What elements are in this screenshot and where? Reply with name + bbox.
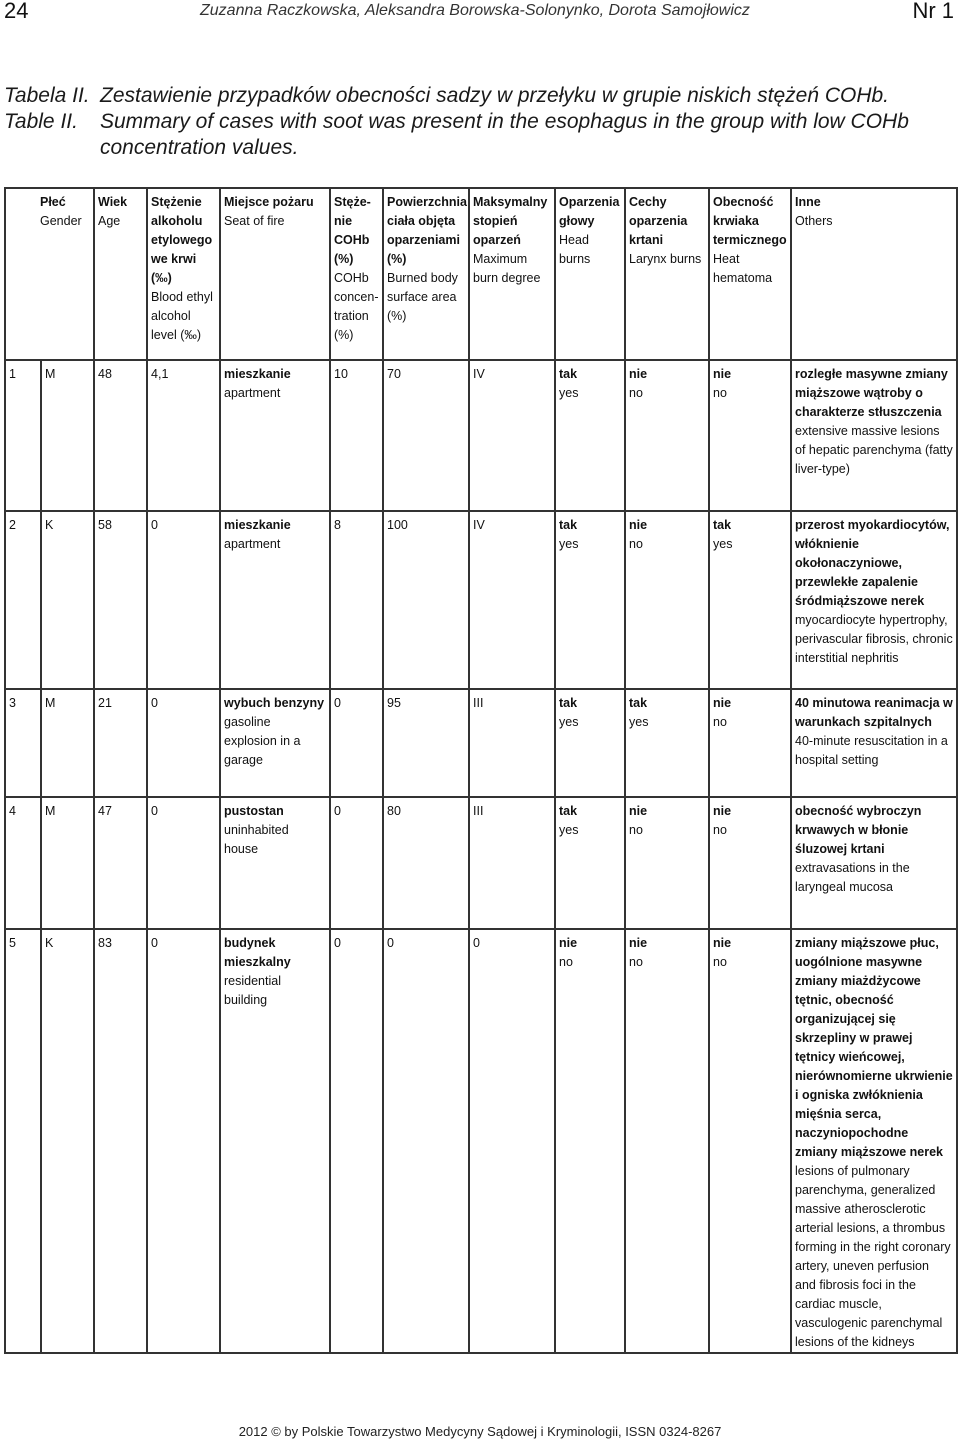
cell-pl: tak xyxy=(559,804,578,818)
cell-age: 47 xyxy=(94,797,147,929)
cell-en: yes xyxy=(559,386,579,400)
cell-pl: rozległe masywne zmiany miąższowe wątroby o charakterze stłuszczenia xyxy=(795,367,948,419)
cell-en: no xyxy=(629,386,643,400)
cell-seat xyxy=(220,689,330,797)
col-header-surface xyxy=(383,188,469,360)
cell-pl: nie xyxy=(713,367,732,381)
cell-larynx xyxy=(625,360,709,511)
header-pl: Obecność krwiaka termicznego xyxy=(713,195,787,247)
header-en: Heat hematoma xyxy=(713,252,773,285)
cell-pl: obecność wybroczyn krwawych w błonie śluzowej krtani xyxy=(795,804,922,856)
cell-seat xyxy=(220,511,330,689)
cell-hematoma xyxy=(709,689,791,797)
cell-no: 1 xyxy=(5,360,41,511)
header-en: Age xyxy=(98,214,121,228)
cell-gender: M xyxy=(41,797,94,929)
col-header-others xyxy=(791,188,957,360)
cell-age: 58 xyxy=(94,511,147,689)
cell-en: extravasations in the laryngeal mucosa xyxy=(795,861,910,894)
header-en: Larynx burns xyxy=(629,252,702,266)
header-en: Seat of fire xyxy=(224,214,285,228)
caption-en-text: Summary of cases with soot was present in the esophagus in the group with low COHb xyxy=(100,110,909,133)
cell-age: 83 xyxy=(94,929,147,1353)
cases-table xyxy=(4,187,958,1354)
cell-head xyxy=(555,511,625,689)
cell-degree: 0 xyxy=(469,929,555,1353)
table-row xyxy=(5,929,957,1353)
cell-pl: 40 minutowa reanimacja w warunkach szpitalnych xyxy=(795,696,953,729)
col-header-head xyxy=(555,188,625,360)
header-en: Others xyxy=(795,214,833,228)
cell-cohb: 0 xyxy=(330,689,383,797)
cell-head xyxy=(555,929,625,1353)
cell-en: apartment xyxy=(224,537,281,551)
cell-head xyxy=(555,360,625,511)
cell-pl: tak xyxy=(629,696,648,710)
cell-head xyxy=(555,797,625,929)
cell-en: residential building xyxy=(224,974,281,1007)
cell-pl: nie xyxy=(629,804,648,818)
table-row xyxy=(5,511,957,689)
col-header-age xyxy=(94,188,147,360)
footer-copyright: 2012 © by Polskie Towarzystwo Medycyny Sądowej i Kryminologii, ISSN 0324-8267 xyxy=(238,1424,722,1439)
header-row xyxy=(5,188,957,360)
cell-no: 3 xyxy=(5,689,41,797)
header-pl: Inne xyxy=(795,195,821,209)
cell-cohb: 0 xyxy=(330,929,383,1353)
cell-no: 2 xyxy=(5,511,41,689)
cell-age: 48 xyxy=(94,360,147,511)
cell-degree: IV xyxy=(469,360,555,511)
cell-cohb: 8 xyxy=(330,511,383,689)
cell-surface: 80 xyxy=(383,797,469,929)
cell-en: yes xyxy=(559,715,579,729)
col-header-degree xyxy=(469,188,555,360)
cell-en: no xyxy=(629,823,643,837)
cell-seat xyxy=(220,797,330,929)
cell-en: extensive massive lesions of hepatic parenchyma (fatty liver-type) xyxy=(795,424,953,476)
header-en: Burned body surface area (%) xyxy=(387,271,458,323)
cell-larynx xyxy=(625,929,709,1353)
cell-cohb: 0 xyxy=(330,797,383,929)
cell-alcohol: 4,1 xyxy=(147,360,220,511)
cell-pl: nie xyxy=(629,518,648,532)
cell-pl: tak xyxy=(559,518,578,532)
cell-alcohol: 0 xyxy=(147,511,220,689)
cell-en: no xyxy=(713,955,727,969)
cell-gender: M xyxy=(41,360,94,511)
cell-others xyxy=(791,511,957,689)
col-header-gender xyxy=(5,188,94,360)
cell-no: 4 xyxy=(5,797,41,929)
caption-en-label: Table II. xyxy=(4,110,78,133)
col-header-seat xyxy=(220,188,330,360)
cell-pl: nie xyxy=(713,804,732,818)
cell-pl: pustostan xyxy=(224,804,284,818)
header-pl: Cechy oparzenia krtani xyxy=(629,195,688,247)
cell-en: yes xyxy=(713,537,733,551)
cell-en: no xyxy=(629,537,643,551)
cell-alcohol: 0 xyxy=(147,689,220,797)
cell-en: yes xyxy=(559,823,579,837)
col-header-cohb xyxy=(330,188,383,360)
cell-en: apartment xyxy=(224,386,281,400)
cell-pl: tak xyxy=(559,696,578,710)
cell-pl: nie xyxy=(713,936,732,950)
cell-pl: budynek mieszkalny xyxy=(224,936,291,969)
caption-pl-label: Tabela II. xyxy=(4,84,90,107)
cell-surface: 0 xyxy=(383,929,469,1353)
cell-hematoma xyxy=(709,511,791,689)
cell-seat xyxy=(220,929,330,1353)
cell-larynx xyxy=(625,797,709,929)
cell-alcohol: 0 xyxy=(147,929,220,1353)
cell-en: yes xyxy=(629,715,649,729)
cell-en: no xyxy=(559,955,573,969)
cell-larynx xyxy=(625,689,709,797)
header-pl: Powierzchnia ciała objęta oparzeniami (%) xyxy=(387,195,467,266)
cell-degree: III xyxy=(469,797,555,929)
cell-en: yes xyxy=(559,537,579,551)
col-header-alcohol xyxy=(147,188,220,360)
cell-alcohol: 0 xyxy=(147,797,220,929)
header-pl: Wiek xyxy=(98,195,128,209)
caption-pl xyxy=(4,84,889,108)
header-pl: Miejsce pożaru xyxy=(224,195,314,209)
cell-pl: zmiany miąższowe płuc, uogólnione masywne zmiany miażdżycowe tętnic, obecność organizującej się skrzepliny w prawej tętnicy wieńcowej, nierównomierne ukrwienie i ogniska zwłóknienia mięśnia serca, naczyniopochodne zmiany miąższowe nerek xyxy=(795,936,953,1159)
cell-pl: nie xyxy=(629,936,648,950)
table-row xyxy=(5,797,957,929)
col-header-larynx xyxy=(625,188,709,360)
cell-others xyxy=(791,797,957,929)
cell-others xyxy=(791,689,957,797)
cell-degree: III xyxy=(469,689,555,797)
page-number: 24 xyxy=(4,0,29,23)
cell-pl: tak xyxy=(713,518,732,532)
cell-hematoma xyxy=(709,797,791,929)
cell-en: myocardiocyte hypertrophy, perivascular fibrosis, chronic interstitial nephritis xyxy=(795,613,953,665)
caption-en xyxy=(4,110,909,134)
header-en: Head burns xyxy=(559,233,591,266)
header-pl: Stężenie alkoholu etylowego we krwi (‰) xyxy=(151,195,213,285)
header-pl: Płeć xyxy=(40,195,66,209)
caption-pl-text: Zestawienie przypadków obecności sadzy w przełyku w grupie niskich stężeń COHb. xyxy=(100,84,890,107)
issue-number: Nr 1 xyxy=(912,0,954,23)
cell-age: 21 xyxy=(94,689,147,797)
cell-hematoma xyxy=(709,360,791,511)
cell-gender: K xyxy=(41,511,94,689)
header-pl: Oparzenia głowy xyxy=(559,195,620,228)
cell-seat xyxy=(220,360,330,511)
header-en: COHb concen- tration (%) xyxy=(334,271,379,342)
cell-en: no xyxy=(713,715,727,729)
cell-en: lesions of pulmonary parenchyma, generalized massive atherosclerotic arterial lesions, a thrombus forming in the right coronary artery, uneven perfusion and fibrosis foci in the cardiac muscle, vasculogenic parenchymal lesions of the kidneys xyxy=(795,1164,951,1349)
cell-pl: nie xyxy=(629,367,648,381)
cell-pl: nie xyxy=(713,696,732,710)
cell-larynx xyxy=(625,511,709,689)
cell-en: no xyxy=(629,955,643,969)
col-header-hematoma xyxy=(709,188,791,360)
cell-cohb: 10 xyxy=(330,360,383,511)
cell-en: no xyxy=(713,386,727,400)
cell-others xyxy=(791,929,957,1353)
header-pl: Stęże- nie COHb (%) xyxy=(334,195,371,266)
cell-pl: mieszkanie xyxy=(224,518,291,532)
cell-surface: 100 xyxy=(383,511,469,689)
cell-pl: tak xyxy=(559,367,578,381)
authors: Zuzanna Raczkowska, Aleksandra Borowska-Solonynko, Dorota Samojłowicz xyxy=(200,2,750,19)
header-pl: Maksymalny stopień oparzeń xyxy=(473,195,548,247)
cell-head xyxy=(555,689,625,797)
table-row xyxy=(5,689,957,797)
cell-pl: mieszkanie xyxy=(224,367,291,381)
cell-no: 5 xyxy=(5,929,41,1353)
header-en: Gender xyxy=(40,214,82,228)
cell-pl: nie xyxy=(559,936,578,950)
cell-others xyxy=(791,360,957,511)
cell-en: gasoline explosion in a garage xyxy=(224,715,301,767)
cell-surface: 95 xyxy=(383,689,469,797)
cell-en: no xyxy=(713,823,727,837)
cell-gender: K xyxy=(41,929,94,1353)
cell-hematoma xyxy=(709,929,791,1353)
header-en: Blood ethyl alcohol level (‰) xyxy=(151,290,213,342)
caption-en-cont: concentration values. xyxy=(100,136,299,159)
cell-pl: przerost myokardiocytów, włóknienie okołonaczyniowe, przewlekłe zapalenie śródmiąższowe nerek xyxy=(795,518,950,608)
cell-degree: IV xyxy=(469,511,555,689)
cell-en: 40-minute resuscitation in a hospital setting xyxy=(795,734,948,767)
header-en: Maximum burn degree xyxy=(473,252,541,285)
cell-en: uninhabited house xyxy=(224,823,289,856)
cell-surface: 70 xyxy=(383,360,469,511)
cell-gender: M xyxy=(41,689,94,797)
cell-pl: wybuch benzyny xyxy=(224,696,325,710)
table-row xyxy=(5,360,957,511)
